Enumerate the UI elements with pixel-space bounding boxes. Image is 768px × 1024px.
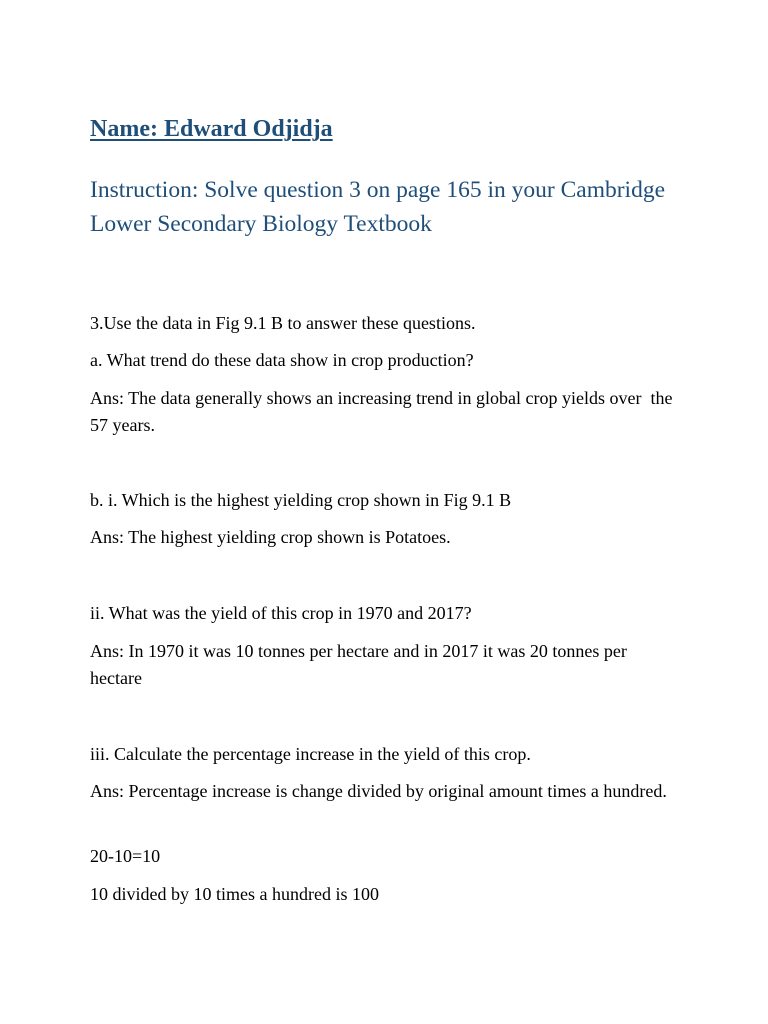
calculation-line-1: 20-10=10 (90, 846, 161, 866)
question-3-intro: 3.Use the data in Fig 9.1 B to answer these questions. (90, 313, 476, 333)
calculation-line-2: 10 divided by 10 times a hundred is 100 (90, 884, 379, 904)
answer-a: Ans: The data generally shows an increasing trend in global crop yields over the 57 years. (90, 388, 678, 435)
answer-b-ii: Ans: In 1970 it was 10 tonnes per hectare and in 2017 it was 20 tonnes per hectare (90, 641, 632, 688)
question-b-iii: iii. Calculate the percentage increase in the yield of this crop. (90, 744, 531, 764)
student-name-heading: Name: Edward Odjidja (90, 116, 333, 142)
question-b-ii: ii. What was the yield of this crop in 1970 and 2017? (90, 603, 472, 623)
answer-b-i: Ans: The highest yielding crop shown is Potatoes. (90, 527, 451, 547)
answer-b-iii: Ans: Percentage increase is change divided by original amount times a hundred. (90, 781, 667, 801)
question-b-i: b. i. Which is the highest yielding crop shown in Fig 9.1 B (90, 490, 512, 510)
instruction-text: Instruction: Solve question 3 on page 165 in your Cambridge Lower Secondary Biology Textbook (90, 177, 666, 237)
question-a: a. What trend do these data show in crop production? (90, 350, 474, 370)
